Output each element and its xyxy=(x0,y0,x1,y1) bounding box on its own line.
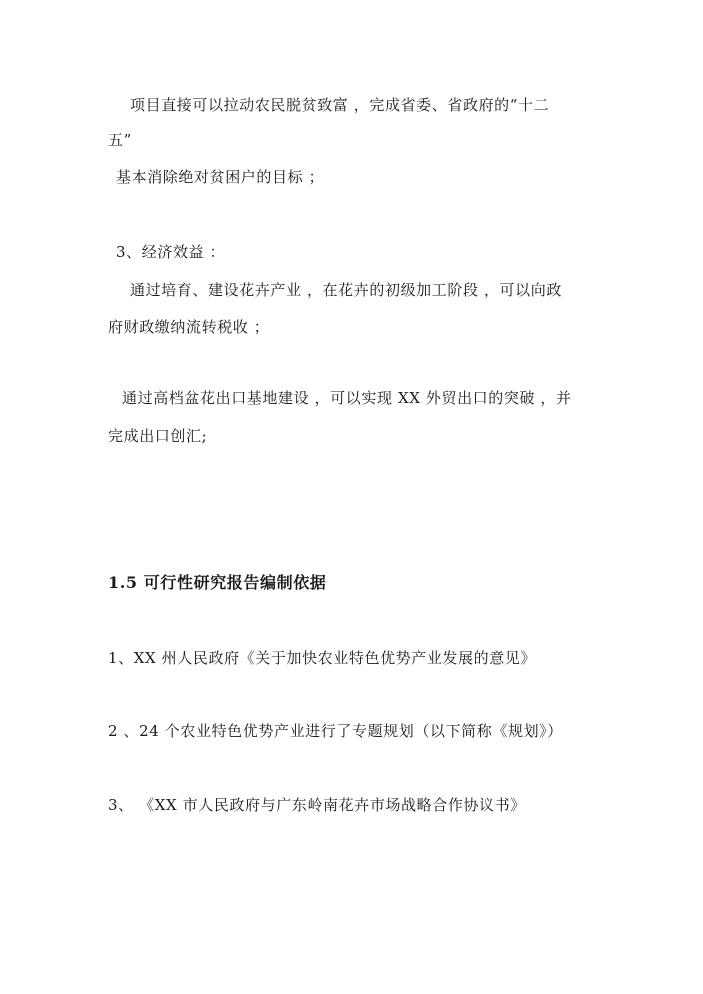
section-3-para-b-line-2: 完成出口创汇; xyxy=(108,427,208,445)
reference-item-3: 3、 《XX 市人民政府与广东岭南花卉市场战略合作协议书》 xyxy=(108,796,526,814)
reference-item-1: 1、XX 州人民政府《关于加快农业特色优势产业发展的意见》 xyxy=(108,649,537,667)
section-3-para-b-line-1: 通过高档盆花出口基地建设 ，可以实现 XX 外贸出口的突破 ，并 xyxy=(122,389,572,407)
section-3-label: 3、经济效益 ： xyxy=(116,243,226,261)
section-1-5-heading: 1.5 可行性研究报告编制依据 xyxy=(108,573,327,592)
paragraph-1-line-3: 基本消除绝对贫困户的目标 ； xyxy=(116,168,325,186)
paragraph-1-line-1: 项目直接可以拉动农民脱贫致富 ，完成省委、省政府的“十二 xyxy=(130,96,550,114)
paragraph-1-line-2: 五” xyxy=(108,131,132,149)
section-3-para-a-line-2: 府财政缴纳流转税收 ； xyxy=(108,318,270,336)
reference-item-2: 2 、24 个农业特色优势产业进行了专题规划（以下简称《规划》） xyxy=(108,722,563,740)
section-3-para-a-line-1: 通过培育、建设花卉产业 ，在花卉的初级加工阶段 ，可以向政 xyxy=(130,281,562,299)
